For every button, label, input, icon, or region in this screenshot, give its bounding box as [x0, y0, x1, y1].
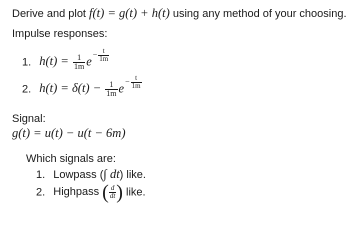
coef-numerator: 1	[105, 81, 117, 90]
impulse-item-2	[22, 74, 143, 98]
question-item-2	[36, 181, 146, 204]
item-number: 1.	[22, 56, 32, 69]
exp-numerator: t	[131, 75, 142, 83]
intro-prefix: Derive and plot	[12, 8, 90, 20]
coef-fraction	[73, 54, 85, 71]
exponent	[93, 48, 110, 63]
intro-equation: f(t) = g(t) + h(t)	[89, 6, 170, 20]
derivative-denominator: dt	[109, 192, 116, 200]
impulse-heading: Impulse responses:	[12, 28, 108, 40]
coef-denominator: 1m	[106, 89, 117, 98]
question-item-1	[36, 167, 146, 182]
close-paren: )	[116, 181, 123, 204]
derivative-numerator: d	[110, 184, 115, 192]
coef-denominator: 1m	[73, 62, 85, 71]
exp-numerator: t	[98, 48, 109, 56]
item-lhs: h(t) =	[39, 54, 72, 69]
exp-fraction	[98, 48, 109, 63]
intro-suffix: using any method of your choosing.	[169, 8, 347, 20]
coef-fraction	[105, 81, 117, 98]
signal-equation: g(t) = u(t) − u(t − 6m)	[12, 126, 126, 140]
exp-sign: −	[125, 77, 130, 87]
lowpass-prefix: Lowpass (	[53, 169, 104, 181]
signal-heading: Signal:	[12, 113, 46, 125]
exponent	[125, 75, 142, 90]
integral-math: ∫ dt	[103, 167, 120, 181]
coef-numerator: 1	[73, 54, 85, 63]
exp-fraction	[131, 75, 142, 90]
intro-line	[12, 6, 347, 21]
exp-denominator: 1m	[131, 82, 141, 90]
exp-denominator: 1m	[99, 55, 109, 63]
lowpass-suffix: ) like.	[119, 169, 146, 181]
item-number: 2.	[36, 186, 46, 199]
exp-base: e	[86, 54, 92, 69]
highpass-suffix: like.	[122, 186, 146, 199]
item-number: 2.	[22, 83, 32, 96]
highpass-prefix: Highpass	[53, 186, 103, 199]
exp-sign: −	[92, 50, 98, 60]
question-heading: Which signals are:	[26, 153, 116, 165]
item-lhs: h(t) = δ(t) −	[39, 81, 105, 96]
exp-base: e	[118, 81, 125, 96]
open-paren: (	[102, 181, 109, 204]
item-number: 1.	[36, 169, 46, 181]
impulse-item-1	[22, 47, 110, 71]
